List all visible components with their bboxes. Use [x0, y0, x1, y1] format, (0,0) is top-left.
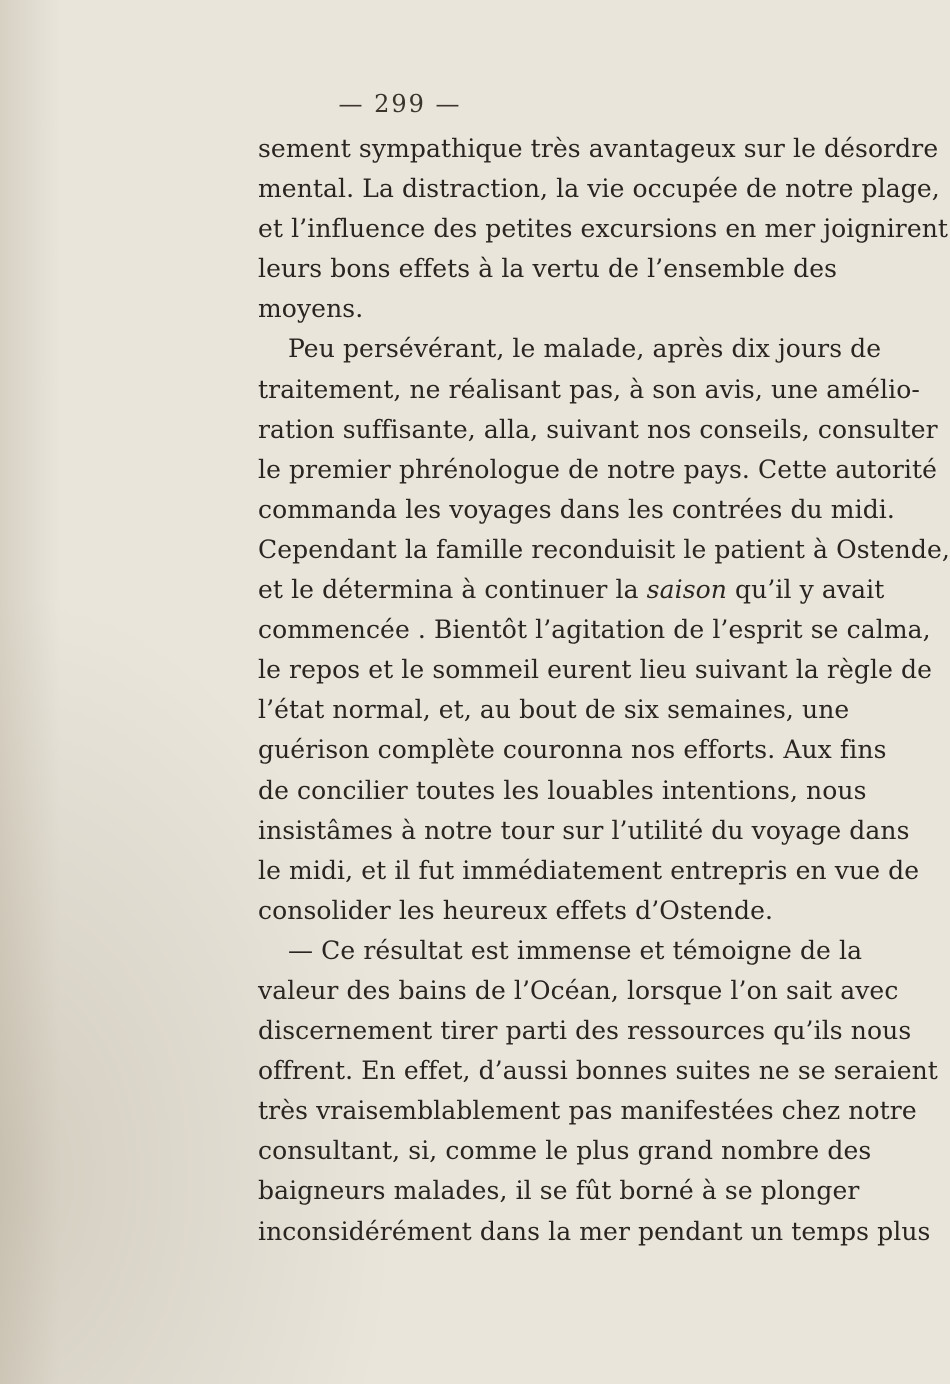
text-line: l’état normal, et, au bout de six semaines, une — [258, 695, 850, 725]
text-line: — Ce résultat est immense et témoigne de la — [288, 935, 863, 965]
text-line: Cependant la famille reconduisit le patient à Ostende, — [258, 534, 950, 564]
text-line: le premier phrénologue de notre pays. Cette autorité — [258, 454, 938, 484]
text-segment: et le détermina à continuer la — [258, 575, 647, 605]
text-line: sement sympathique très avantageux sur le désordre — [258, 134, 939, 163]
italic-word: saison — [646, 575, 727, 605]
text-line: ration suffisante, alla, suivant nos conseils, consulter — [258, 414, 938, 444]
text-line: leurs bons effets à la vertu de l’ensemble des — [258, 254, 838, 284]
text-line: consolider les heureux effets d’Ostende. — [258, 895, 774, 925]
text-line: commanda les voyages dans les contrées du midi. — [258, 494, 895, 524]
text-line: valeur des bains de l’Océan, lorsque l’on sait avec — [258, 975, 899, 1005]
text-segment: qu’il y avait — [726, 575, 885, 605]
text-line: insistâmes à notre tour sur l’utilité du voyage dans — [258, 815, 910, 845]
text-line: et l’influence des petites excursions en mer joignirent — [258, 214, 949, 244]
text-line: traitement, ne réalisant pas, à son avis, une amélio- — [258, 374, 920, 404]
text-line: de concilier toutes les louables intentions, nous — [258, 775, 867, 805]
text-line: consultant, si, comme le plus grand nombre des — [258, 1136, 872, 1166]
page-number: — 299 — — [338, 90, 462, 118]
text-line: guérison complète couronna nos efforts. Aux fins — [258, 735, 887, 765]
text-line: baigneurs malades, il se fût borné à se plonger — [258, 1176, 860, 1206]
text-line: très vraisemblablement pas manifestées chez notre — [258, 1096, 917, 1126]
text-line — [258, 570, 885, 610]
text-line: offrent. En effet, d’aussi bonnes suites ne se seraient — [258, 1056, 938, 1086]
text-line: moyens. — [258, 294, 364, 324]
text-line: inconsidérément dans la mer pendant un temps plus — [258, 1216, 931, 1246]
text-line: le repos et le sommeil eurent lieu suivant la règle de — [258, 655, 933, 685]
text-line: mental. La distraction, la vie occupée de notre plage, — [258, 174, 940, 204]
text-line: discernement tirer parti des ressources qu’ils nous — [258, 1016, 912, 1046]
text-line: Peu persévérant, le malade, après dix jours de — [288, 334, 882, 364]
text-line: le midi, et il fut immédiatement entrepris en vue de — [258, 855, 920, 885]
body-text — [258, 129, 950, 1252]
text-line: commencée . Bientôt l’agitation de l’esprit se calma, — [258, 615, 931, 645]
